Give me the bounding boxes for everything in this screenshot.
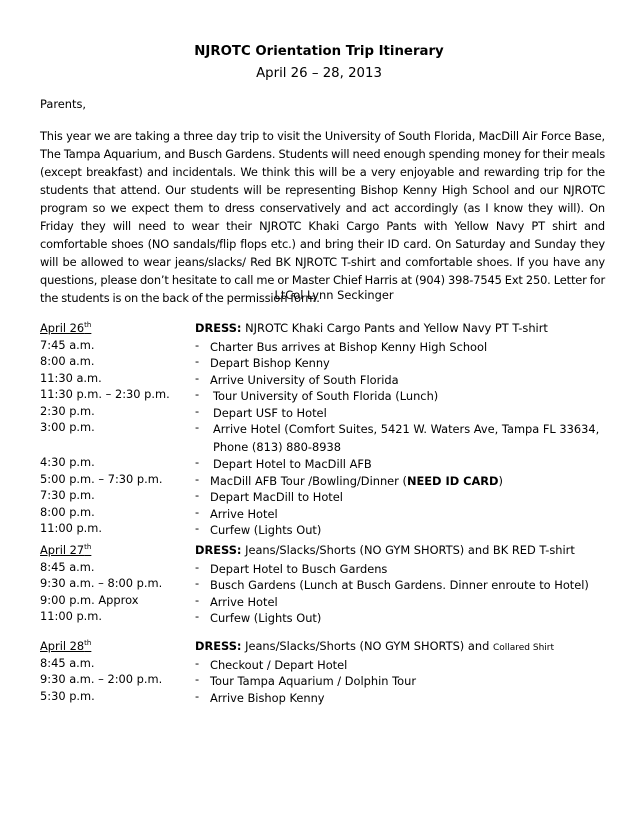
- itinerary-row: [40, 420, 620, 455]
- row-time: 4:30 p.m.: [40, 455, 95, 469]
- day-header: [40, 543, 620, 560]
- row-dash: -: [195, 370, 200, 385]
- itinerary-row: [40, 472, 620, 489]
- row-time: 11:30 a.m.: [40, 370, 102, 385]
- row-dash: -: [195, 521, 200, 535]
- row-dash: -: [195, 455, 200, 469]
- row-dash: -: [195, 559, 200, 574]
- row-dash: -: [195, 576, 200, 590]
- row-activity: Depart MacDill to Hotel: [210, 490, 343, 504]
- row-activity: Depart Bishop Kenny: [210, 356, 330, 370]
- row-dash: -: [195, 688, 200, 703]
- row-time: 8:00 p.m.: [40, 504, 95, 519]
- itinerary-row: [40, 354, 620, 371]
- row-activity: Arrive Hotel: [210, 594, 278, 609]
- row-activity: Depart Hotel to MacDill AFB: [213, 457, 372, 471]
- row-dash: -: [195, 488, 200, 502]
- row-dash: -: [195, 354, 200, 368]
- itinerary-row: [40, 672, 620, 689]
- day-header: [40, 639, 620, 656]
- dress-code: DRESS: Jeans/Slacks/Shorts (NO GYM SHORTS) and BK RED T-shirt: [195, 543, 575, 557]
- row-time: 7:45 a.m.: [40, 337, 95, 352]
- row-time: 9:00 p.m. Approx: [40, 592, 139, 607]
- row-dash: -: [195, 672, 200, 686]
- trip-dates: April 26 – 28, 2013: [256, 66, 382, 81]
- row-time: 5:30 p.m.: [40, 688, 95, 703]
- row-activity: Busch Gardens (Lunch at Busch Gardens. Dinner enroute to Hotel): [210, 578, 589, 592]
- row-activity: MacDill AFB Tour /Bowling/Dinner (NEED ID CARD): [210, 473, 503, 488]
- row-time: 11:00 p.m.: [40, 521, 103, 535]
- itinerary-row: [40, 609, 620, 626]
- itinerary-row: [40, 689, 620, 706]
- itinerary-row: [40, 505, 620, 522]
- row-time: 9:30 a.m. – 8:00 p.m.: [40, 576, 163, 590]
- row-activity: Arrive Bishop Kenny: [210, 690, 325, 705]
- itinerary-row: [40, 387, 620, 404]
- row-time: 8:45 a.m.: [40, 655, 95, 670]
- row-dash: -: [195, 592, 200, 607]
- row-activity: Depart Hotel to Busch Gardens: [210, 561, 388, 576]
- row-activity: Curfew (Lights Out): [210, 611, 322, 625]
- row-time: 9:30 a.m. – 2:00 p.m.: [40, 672, 163, 686]
- row-time: 11:00 p.m.: [40, 609, 103, 623]
- row-activity: Arrive Hotel: [210, 506, 278, 521]
- document-title: NJROTC Orientation Trip Itinerary: [194, 44, 444, 59]
- row-activity: Tour Tampa Aquarium / Dolphin Tour: [210, 674, 417, 688]
- row-dash: -: [195, 504, 200, 519]
- signature: LtCol Lynn Seckinger: [274, 288, 394, 302]
- letter-body: This year we are taking a three day trip to visit the University of South Florida, MacDill Air Force Base, The Tampa Aquarium, and Busch Gardens. Students will need enough spending money for their meals (except breakfast) and incidentals. We think this will be a very enjoyable and rewarding trip for the students that attend. Our students will be representing Bishop Kenny High School and our NJROTC program so we expect them to dress conservatively and act accordingly (as I know they will). On Friday they will need to wear their NJROTC Khaki Cargo Pants with Yellow Navy PT shirt and comfortable shoes (NO sandals/flip flops etc.) and bring their ID card. On Saturday and Sunday they will be allowed to wear jeans/slacks/ Red BK NJROTC T-shirt and comfortable shoes. If you have any questions, please don’t hesitate to call me or Master Chief Harris at (904) 398-7545 Ext 250. Letter for the students is on the back of the permission form.: [40, 129, 605, 305]
- day-date: April 28th: [40, 639, 92, 653]
- itinerary-row: [40, 576, 620, 593]
- row-dash: -: [195, 655, 200, 670]
- row-dash: -: [195, 420, 200, 434]
- day-date: April 26th: [40, 321, 92, 335]
- row-time: 11:30 p.m. – 2:30 p.m.: [40, 387, 170, 401]
- day-section-april-27: [40, 543, 620, 626]
- row-activity: Checkout / Depart Hotel: [210, 657, 348, 672]
- day-section-april-28: [40, 639, 620, 705]
- itinerary-row: [40, 371, 620, 388]
- row-activity: Charter Bus arrives at Bishop Kenny High School: [210, 339, 488, 354]
- itinerary-row: [40, 560, 620, 577]
- row-dash: -: [195, 387, 200, 401]
- row-activity: Arrive University of South Florida: [210, 372, 399, 387]
- id-card-warning: NEED ID CARD: [406, 473, 499, 488]
- row-dash: -: [195, 403, 200, 418]
- itinerary-row: [40, 656, 620, 673]
- row-dash: -: [195, 471, 200, 486]
- itinerary-row: [40, 455, 620, 472]
- day-section-april-26: [40, 321, 620, 538]
- itinerary-row: [40, 593, 620, 610]
- itinerary-row: [40, 488, 620, 505]
- row-time: 3:00 p.m.: [40, 420, 95, 434]
- row-time: 5:00 p.m. – 7:30 p.m.: [40, 471, 163, 486]
- itinerary-row: [40, 338, 620, 355]
- row-time: 8:00 a.m.: [40, 354, 95, 368]
- itinerary-row: [40, 521, 620, 538]
- itinerary-row: [40, 404, 620, 421]
- row-dash: -: [195, 609, 200, 623]
- salutation: Parents,: [40, 97, 87, 111]
- dress-code: DRESS: NJROTC Khaki Cargo Pants and Yellow Navy PT T-shirt: [195, 321, 548, 335]
- row-activity: Tour University of South Florida (Lunch): [213, 389, 439, 403]
- row-time: 8:45 a.m.: [40, 559, 95, 574]
- dress-code: DRESS: Jeans/Slacks/Shorts (NO GYM SHORTS) and Collared Shirt: [195, 639, 555, 653]
- row-activity: Curfew (Lights Out): [210, 523, 322, 537]
- row-dash: -: [195, 337, 200, 352]
- row-time: 7:30 p.m.: [40, 488, 95, 502]
- row-time: 2:30 p.m.: [40, 403, 95, 418]
- row-activity: Depart USF to Hotel: [213, 405, 327, 420]
- day-header: [40, 321, 620, 338]
- row-activity: Arrive Hotel (Comfort Suites, 5421 W. Waters Ave, Tampa FL 33634, Phone (813) 880-8938: [213, 422, 600, 454]
- day-date: April 27th: [40, 543, 92, 557]
